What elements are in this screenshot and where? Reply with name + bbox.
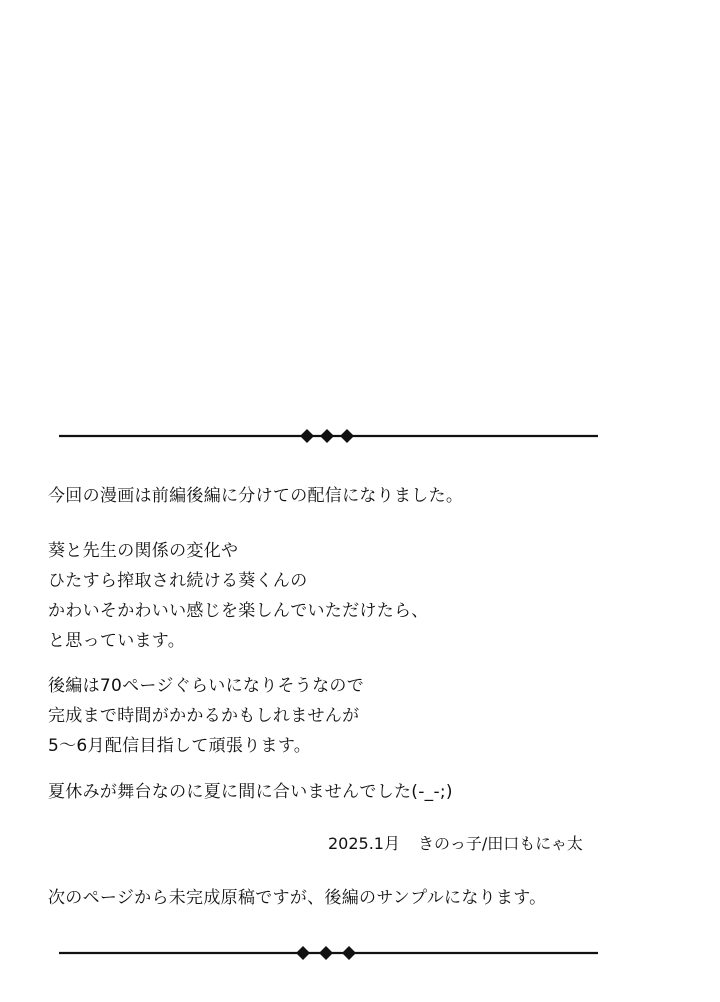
text-line: 5〜6月配信目指して頑張ります。	[48, 736, 312, 756]
text-line: 夏休みが舞台なのに夏に間に合いませんでした(-_-;)	[48, 782, 453, 802]
text-line: かわいそかわいい感じを楽しんでいただけたら、	[48, 601, 429, 621]
diamond-icon	[296, 946, 310, 960]
paragraph-apology	[48, 777, 453, 807]
diamond-icon	[300, 429, 314, 443]
diamond-icon	[319, 946, 333, 960]
text-line: 葵と先生の関係の変化や	[48, 541, 239, 561]
diamond-icon	[340, 429, 354, 443]
text-line: 完成まで時間がかかるかもしれませんが	[48, 706, 360, 726]
signature-authors: きのっ子/田口もにゃ太	[418, 834, 583, 853]
ornament-divider-top	[59, 426, 598, 446]
text-line: と思っています。	[48, 631, 186, 651]
text-line: 今回の漫画は前編後編に分けての配信になりました。	[48, 486, 464, 506]
paragraph-intro	[48, 481, 463, 511]
text-line: ひたすら搾取され続ける葵くんの	[48, 571, 308, 591]
ornament-divider-bottom	[59, 943, 598, 963]
text-line: 次のページから未完成原稿ですが、後編のサンプルになります。	[48, 888, 547, 908]
diamond-icon	[342, 946, 356, 960]
text-line: 後編は70ページぐらいになりそうなので	[48, 676, 364, 696]
paragraph-closing	[48, 883, 546, 913]
signature	[328, 829, 583, 859]
signature-date: 2025.1月	[328, 834, 400, 853]
paragraph-story	[48, 536, 429, 656]
diamond-icon	[320, 429, 334, 443]
paragraph-schedule	[48, 671, 364, 761]
